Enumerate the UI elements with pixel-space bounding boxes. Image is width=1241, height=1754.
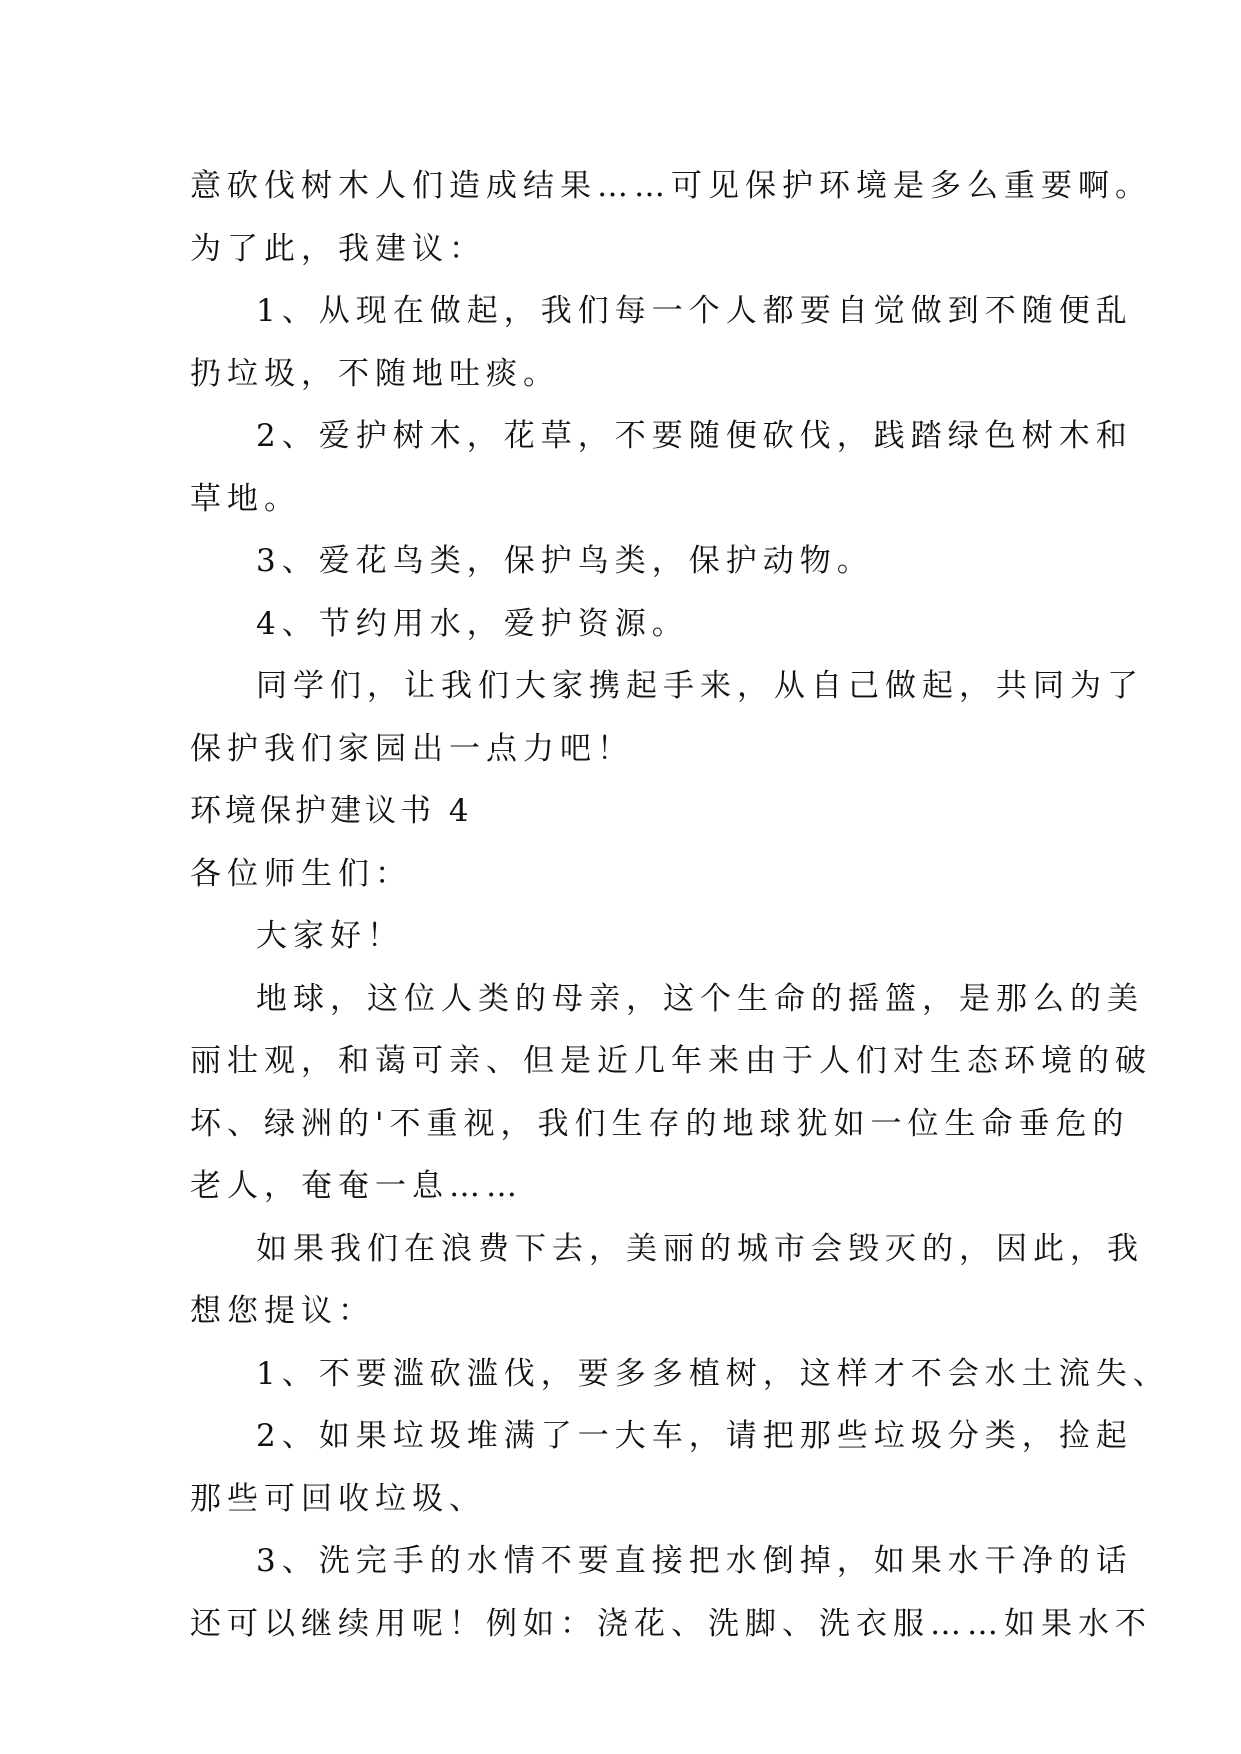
list-item: 3、洗完手的水情不要直接把水倒掉，如果水干净的话 [256,1543,1133,1579]
paragraph: 地球，这位人类的母亲，这个生命的摇篮，是那么的美 [256,980,1144,1017]
document-body [190,155,1170,1655]
list-item: 4、节约用水，爱护资源。 [256,605,689,642]
text-line: 想您提议： [190,1293,375,1329]
text-line: 丽壮观，和蔼可亲、但是近几年来由于人们对生态环境的破 [190,1043,1152,1079]
list-item: 2、如果垃圾堆满了一大车，请把那些垃圾分类，捡起 [256,1418,1133,1454]
greeting: 大家好！ [256,918,404,954]
paragraph: 同学们，让我们大家携起手来，从自己做起，共同为了 [256,668,1144,704]
text-line: 扔垃圾，不随地吐痰。 [190,355,560,392]
paragraph: 如果我们在浪费下去，美丽的城市会毁灭的，因此，我 [256,1230,1144,1267]
text-line: 老人，奄奄一息…… [190,1168,523,1204]
text-line: 为了此，我建议： [190,230,486,267]
text-line: 那些可回收垃圾、 [190,1480,486,1517]
text-line: 还可以继续用呢！例如：浇花、洗脚、洗衣服……如果水不 [190,1605,1152,1642]
text-line: 草地。 [190,480,301,517]
list-item: 2、爱护树木，花草，不要随便砍伐，践踏绿色树木和 [256,418,1133,454]
text-line: 坏、绿洲的'不重视，我们生存的地球犹如一位生命垂危的 [190,1105,1130,1142]
text-line: 意砍伐树木人们造成结果……可见保护环境是多么重要啊。 [190,168,1152,204]
salutation: 各位师生们： [190,855,412,892]
list-item: 1、从现在做起，我们每一个人都要自觉做到不随便乱 [256,293,1133,329]
list-item: 1、不要滥砍滥伐，要多多植树，这样才不会水土流失、 [256,1355,1170,1392]
list-item: 3、爱花鸟类，保护鸟类，保护动物。 [256,543,874,579]
text-line: 保护我们家园出一点力吧！ [190,730,634,767]
section-heading: 环境保护建议书 4 [190,793,473,829]
